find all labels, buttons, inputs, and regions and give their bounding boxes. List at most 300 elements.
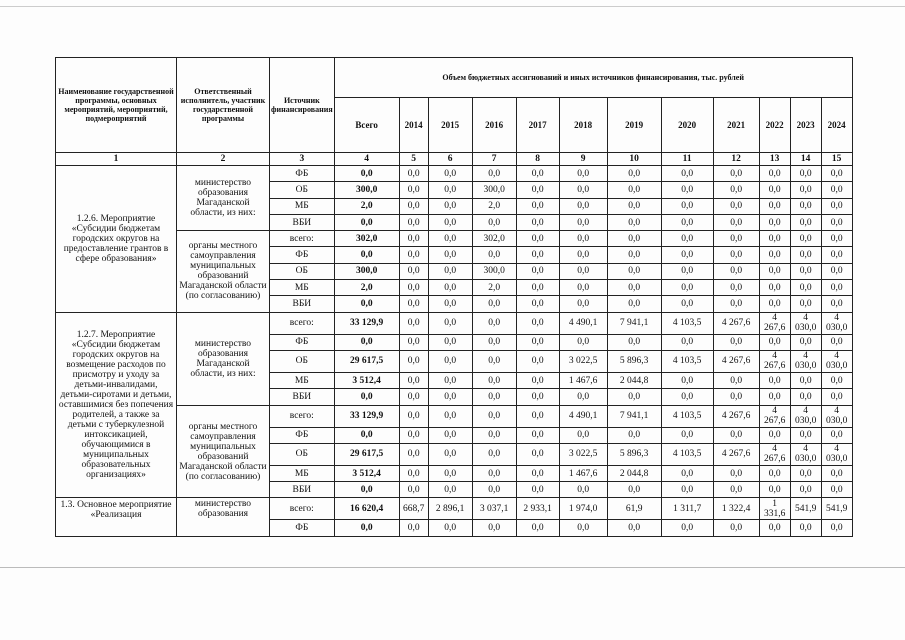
value-cell: 0,0 [759, 214, 790, 230]
column-number: 8 [516, 153, 559, 166]
value-cell: 0,0 [661, 389, 713, 405]
value-cell: 0,0 [399, 465, 428, 481]
header-year: 2023 [790, 98, 821, 153]
value-cell: 0,0 [607, 231, 661, 247]
value-cell: 0,0 [516, 427, 559, 443]
value-cell: 0,0 [559, 334, 607, 350]
total-cell: 2,0 [334, 198, 399, 214]
value-cell: 0,0 [607, 427, 661, 443]
value-cell: 0,0 [472, 296, 516, 312]
value-cell: 4 267,6 [759, 443, 790, 465]
total-cell: 2,0 [334, 280, 399, 296]
value-cell: 0,0 [559, 247, 607, 263]
value-cell: 1 467,6 [559, 372, 607, 388]
value-cell: 0,0 [516, 247, 559, 263]
value-cell: 0,0 [516, 182, 559, 198]
value-cell: 0,0 [759, 263, 790, 279]
value-cell: 4 103,5 [661, 312, 713, 334]
value-cell: 0,0 [516, 312, 559, 334]
value-cell: 0,0 [821, 263, 852, 279]
funding-source: ОБ [270, 182, 335, 198]
total-cell: 0,0 [334, 166, 399, 182]
total-cell: 0,0 [334, 296, 399, 312]
value-cell: 0,0 [516, 166, 559, 182]
header-year: 2022 [759, 98, 790, 153]
funding-source: ФБ [270, 166, 335, 182]
value-cell: 0,0 [472, 312, 516, 334]
value-cell: 0,0 [472, 405, 516, 427]
value-cell: 61,9 [607, 498, 661, 520]
value-cell: 4 030,0 [821, 350, 852, 372]
value-cell: 0,0 [759, 482, 790, 498]
value-cell: 0,0 [516, 263, 559, 279]
value-cell: 0,0 [516, 334, 559, 350]
value-cell: 0,0 [821, 520, 852, 536]
value-cell: 0,0 [428, 280, 472, 296]
value-cell: 0,0 [399, 334, 428, 350]
funding-source: МБ [270, 198, 335, 214]
value-cell: 0,0 [821, 465, 852, 481]
value-cell: 2 044,8 [607, 372, 661, 388]
value-cell: 0,0 [428, 405, 472, 427]
total-cell: 0,0 [334, 334, 399, 350]
value-cell: 4 030,0 [790, 350, 821, 372]
value-cell: 0,0 [713, 520, 759, 536]
value-cell: 0,0 [759, 247, 790, 263]
value-cell: 0,0 [790, 427, 821, 443]
value-cell: 0,0 [790, 247, 821, 263]
value-cell: 0,0 [399, 389, 428, 405]
value-cell: 1 467,6 [559, 465, 607, 481]
column-number: 14 [790, 153, 821, 166]
value-cell: 0,0 [821, 198, 852, 214]
value-cell: 0,0 [790, 465, 821, 481]
value-cell: 0,0 [713, 198, 759, 214]
funding-source: всего: [270, 231, 335, 247]
column-number: 1 [56, 153, 177, 166]
header-year: 2019 [607, 98, 661, 153]
value-cell: 4 103,5 [661, 443, 713, 465]
value-cell: 4 267,6 [759, 312, 790, 334]
value-cell: 0,0 [399, 312, 428, 334]
value-cell: 0,0 [516, 372, 559, 388]
value-cell: 4 490,1 [559, 312, 607, 334]
value-cell: 0,0 [661, 372, 713, 388]
value-cell: 0,0 [472, 389, 516, 405]
value-cell: 0,0 [713, 372, 759, 388]
value-cell: 0,0 [428, 198, 472, 214]
funding-source: ФБ [270, 520, 335, 536]
value-cell: 0,0 [428, 520, 472, 536]
funding-source: ВБИ [270, 482, 335, 498]
value-cell: 0,0 [428, 166, 472, 182]
value-cell: 0,0 [607, 482, 661, 498]
value-cell: 4 267,6 [713, 350, 759, 372]
value-cell: 0,0 [399, 231, 428, 247]
responsible-executor: министерство образования Магаданской области, из них: [177, 312, 270, 405]
value-cell: 0,0 [516, 482, 559, 498]
value-cell: 0,0 [607, 280, 661, 296]
column-number: 5 [399, 153, 428, 166]
value-cell: 0,0 [607, 334, 661, 350]
value-cell: 668,7 [399, 498, 428, 520]
value-cell: 4 030,0 [821, 405, 852, 427]
value-cell: 0,0 [713, 231, 759, 247]
value-cell: 0,0 [472, 443, 516, 465]
value-cell: 2 933,1 [516, 498, 559, 520]
value-cell: 0,0 [759, 280, 790, 296]
value-cell: 0,0 [661, 247, 713, 263]
value-cell: 0,0 [821, 214, 852, 230]
total-cell: 16 620,4 [334, 498, 399, 520]
value-cell: 0,0 [559, 263, 607, 279]
value-cell: 4 030,0 [790, 312, 821, 334]
funding-source: МБ [270, 372, 335, 388]
value-cell: 4 030,0 [821, 312, 852, 334]
header-year: 2016 [472, 98, 516, 153]
value-cell: 0,0 [559, 482, 607, 498]
value-cell: 0,0 [516, 296, 559, 312]
value-cell: 0,0 [713, 334, 759, 350]
value-cell: 0,0 [759, 520, 790, 536]
value-cell: 0,0 [516, 520, 559, 536]
value-cell: 0,0 [428, 231, 472, 247]
value-cell: 0,0 [713, 214, 759, 230]
table-row [56, 166, 853, 182]
value-cell: 0,0 [759, 372, 790, 388]
value-cell: 0,0 [790, 482, 821, 498]
value-cell: 0,0 [661, 334, 713, 350]
funding-source: ВБИ [270, 389, 335, 405]
value-cell: 0,0 [713, 427, 759, 443]
value-cell: 0,0 [821, 280, 852, 296]
column-number: 2 [177, 153, 270, 166]
value-cell: 0,0 [559, 198, 607, 214]
value-cell: 0,0 [559, 296, 607, 312]
value-cell: 0,0 [661, 520, 713, 536]
value-cell: 0,0 [607, 166, 661, 182]
budget-table [55, 57, 853, 537]
column-number: 3 [270, 153, 335, 166]
value-cell: 3 022,5 [559, 350, 607, 372]
value-cell: 0,0 [790, 214, 821, 230]
funding-source: ФБ [270, 334, 335, 350]
value-cell: 0,0 [821, 296, 852, 312]
value-cell: 0,0 [607, 263, 661, 279]
value-cell: 0,0 [713, 247, 759, 263]
value-cell: 4 267,6 [759, 350, 790, 372]
value-cell: 0,0 [472, 247, 516, 263]
value-cell: 3 037,1 [472, 498, 516, 520]
value-cell: 0,0 [713, 280, 759, 296]
funding-source: МБ [270, 280, 335, 296]
funding-source: ВБИ [270, 214, 335, 230]
value-cell: 2 896,1 [428, 498, 472, 520]
responsible-executor: органы местного самоуправления муниципальных образований Магаданской области (по согласованию) [177, 231, 270, 312]
value-cell: 0,0 [399, 296, 428, 312]
value-cell: 0,0 [821, 247, 852, 263]
value-cell: 0,0 [759, 166, 790, 182]
value-cell: 0,0 [607, 214, 661, 230]
header-total: Всего [334, 98, 399, 153]
header-year: 2021 [713, 98, 759, 153]
value-cell: 0,0 [759, 334, 790, 350]
value-cell: 0,0 [759, 231, 790, 247]
value-cell: 0,0 [821, 372, 852, 388]
value-cell: 0,0 [661, 427, 713, 443]
value-cell: 0,0 [559, 520, 607, 536]
table-body [56, 166, 853, 537]
value-cell: 0,0 [821, 231, 852, 247]
value-cell: 0,0 [607, 520, 661, 536]
value-cell: 0,0 [790, 372, 821, 388]
value-cell: 0,0 [428, 465, 472, 481]
responsible-executor: органы местного самоуправления муниципальных образований Магаданской области (по согласованию) [177, 405, 270, 498]
column-number: 4 [334, 153, 399, 166]
value-cell: 0,0 [821, 482, 852, 498]
value-cell: 0,0 [790, 166, 821, 182]
header-year: 2015 [428, 98, 472, 153]
total-cell: 0,0 [334, 214, 399, 230]
value-cell: 0,0 [428, 389, 472, 405]
value-cell: 0,0 [661, 482, 713, 498]
value-cell: 4 030,0 [821, 443, 852, 465]
value-cell: 0,0 [428, 350, 472, 372]
value-cell: 0,0 [428, 182, 472, 198]
value-cell: 4 267,6 [713, 405, 759, 427]
value-cell: 0,0 [821, 182, 852, 198]
value-cell: 0,0 [399, 520, 428, 536]
value-cell: 0,0 [516, 405, 559, 427]
value-cell: 0,0 [759, 427, 790, 443]
value-cell: 1 322,4 [713, 498, 759, 520]
value-cell: 0,0 [790, 520, 821, 536]
value-cell: 0,0 [713, 296, 759, 312]
column-number: 7 [472, 153, 516, 166]
value-cell: 2 044,8 [607, 465, 661, 481]
value-cell: 0,0 [472, 482, 516, 498]
value-cell: 1 331,6 [759, 498, 790, 520]
value-cell: 0,0 [559, 214, 607, 230]
value-cell: 4 103,5 [661, 405, 713, 427]
value-cell: 0,0 [821, 166, 852, 182]
activity-name: 1.2.7. Мероприятие «Субсидии бюджетам городских округов на возмещение расходов по присмотру и уходу за детьми-инвалидами, детьми-сиротами и детьми, оставшимися без попечения родителей, а также за детьми с туберкулезной интоксикацией, обучающимися в муниципальных образовательных организациях» [56, 312, 177, 498]
column-number: 9 [559, 153, 607, 166]
column-number: 6 [428, 153, 472, 166]
value-cell: 0,0 [821, 334, 852, 350]
value-cell: 0,0 [559, 182, 607, 198]
value-cell: 0,0 [516, 443, 559, 465]
value-cell: 0,0 [516, 214, 559, 230]
value-cell: 541,9 [790, 498, 821, 520]
value-cell: 0,0 [661, 198, 713, 214]
total-cell: 29 617,5 [334, 443, 399, 465]
value-cell: 0,0 [399, 166, 428, 182]
value-cell: 0,0 [661, 231, 713, 247]
value-cell: 0,0 [759, 296, 790, 312]
column-number: 11 [661, 153, 713, 166]
value-cell: 0,0 [472, 465, 516, 481]
total-cell: 33 129,9 [334, 405, 399, 427]
column-number-row [56, 153, 853, 166]
header-year: 2020 [661, 98, 713, 153]
value-cell: 0,0 [428, 247, 472, 263]
value-cell: 0,0 [399, 198, 428, 214]
value-cell: 1 311,7 [661, 498, 713, 520]
total-cell: 300,0 [334, 263, 399, 279]
header-year: 2014 [399, 98, 428, 153]
total-cell: 0,0 [334, 247, 399, 263]
value-cell: 0,0 [559, 389, 607, 405]
value-cell: 0,0 [472, 520, 516, 536]
value-cell: 0,0 [661, 214, 713, 230]
funding-source: ОБ [270, 350, 335, 372]
header-year: 2017 [516, 98, 559, 153]
header-year: 2018 [559, 98, 607, 153]
value-cell: 0,0 [759, 465, 790, 481]
responsible-executor: министерство образования Магаданской области, из них: [177, 166, 270, 231]
value-cell: 302,0 [472, 231, 516, 247]
value-cell: 0,0 [399, 280, 428, 296]
value-cell: 0,0 [399, 405, 428, 427]
value-cell: 0,0 [399, 247, 428, 263]
column-number: 15 [821, 153, 852, 166]
value-cell: 0,0 [399, 427, 428, 443]
column-number: 12 [713, 153, 759, 166]
total-cell: 300,0 [334, 182, 399, 198]
funding-source: ФБ [270, 247, 335, 263]
value-cell: 0,0 [661, 465, 713, 481]
value-cell: 0,0 [559, 166, 607, 182]
budget-table-sheet [55, 57, 853, 537]
value-cell: 4 103,5 [661, 350, 713, 372]
header-source: Источник финансирования [270, 58, 335, 153]
value-cell: 0,0 [428, 334, 472, 350]
value-cell: 541,9 [821, 498, 852, 520]
value-cell: 0,0 [428, 482, 472, 498]
activity-name: 1.3. Основное мероприятие «Реализация [56, 498, 177, 536]
value-cell: 0,0 [472, 334, 516, 350]
header-name: Наименование государственной программы, основных мероприятий, мероприятий, подмероприятий [56, 58, 177, 153]
value-cell: 0,0 [516, 280, 559, 296]
funding-source: всего: [270, 405, 335, 427]
total-cell: 0,0 [334, 520, 399, 536]
value-cell: 0,0 [399, 372, 428, 388]
value-cell: 2,0 [472, 198, 516, 214]
column-number: 13 [759, 153, 790, 166]
value-cell: 300,0 [472, 263, 516, 279]
total-cell: 302,0 [334, 231, 399, 247]
value-cell: 0,0 [713, 263, 759, 279]
value-cell: 0,0 [790, 263, 821, 279]
value-cell: 0,0 [661, 296, 713, 312]
value-cell: 0,0 [713, 482, 759, 498]
value-cell: 0,0 [713, 465, 759, 481]
total-cell: 0,0 [334, 389, 399, 405]
value-cell: 0,0 [472, 350, 516, 372]
value-cell: 0,0 [428, 312, 472, 334]
total-cell: 0,0 [334, 427, 399, 443]
value-cell: 0,0 [713, 389, 759, 405]
total-cell: 3 512,4 [334, 465, 399, 481]
value-cell: 7 941,1 [607, 312, 661, 334]
value-cell: 0,0 [472, 427, 516, 443]
value-cell: 300,0 [472, 182, 516, 198]
value-cell: 0,0 [516, 198, 559, 214]
value-cell: 5 896,3 [607, 443, 661, 465]
value-cell: 0,0 [428, 427, 472, 443]
page-bottom-rule [0, 567, 905, 568]
value-cell: 0,0 [428, 296, 472, 312]
value-cell: 0,0 [790, 334, 821, 350]
value-cell: 0,0 [607, 296, 661, 312]
value-cell: 0,0 [790, 182, 821, 198]
value-cell: 0,0 [790, 296, 821, 312]
value-cell: 0,0 [399, 443, 428, 465]
value-cell: 0,0 [516, 389, 559, 405]
value-cell: 0,0 [713, 166, 759, 182]
value-cell: 0,0 [607, 247, 661, 263]
value-cell: 0,0 [661, 166, 713, 182]
funding-source: ФБ [270, 427, 335, 443]
value-cell: 0,0 [661, 280, 713, 296]
value-cell: 0,0 [759, 198, 790, 214]
value-cell: 0,0 [713, 182, 759, 198]
value-cell: 0,0 [399, 350, 428, 372]
value-cell: 0,0 [428, 263, 472, 279]
value-cell: 0,0 [759, 182, 790, 198]
total-cell: 33 129,9 [334, 312, 399, 334]
value-cell: 0,0 [399, 214, 428, 230]
value-cell: 0,0 [472, 166, 516, 182]
value-cell: 5 896,3 [607, 350, 661, 372]
value-cell: 0,0 [399, 182, 428, 198]
value-cell: 0,0 [790, 280, 821, 296]
funding-source: ОБ [270, 443, 335, 465]
value-cell: 1 974,0 [559, 498, 607, 520]
value-cell: 0,0 [759, 389, 790, 405]
value-cell: 0,0 [821, 427, 852, 443]
value-cell: 3 022,5 [559, 443, 607, 465]
value-cell: 0,0 [661, 182, 713, 198]
value-cell: 0,0 [607, 198, 661, 214]
funding-source: ОБ [270, 263, 335, 279]
value-cell: 0,0 [790, 231, 821, 247]
funding-source: ВБИ [270, 296, 335, 312]
value-cell: 0,0 [790, 389, 821, 405]
value-cell: 0,0 [428, 372, 472, 388]
value-cell: 2,0 [472, 280, 516, 296]
funding-source: всего: [270, 312, 335, 334]
table-row [56, 312, 853, 334]
value-cell: 4 030,0 [790, 443, 821, 465]
funding-source: всего: [270, 498, 335, 520]
value-cell: 0,0 [559, 427, 607, 443]
value-cell: 0,0 [472, 372, 516, 388]
value-cell: 0,0 [399, 482, 428, 498]
value-cell: 0,0 [821, 389, 852, 405]
header-year: 2024 [821, 98, 852, 153]
value-cell: 0,0 [428, 214, 472, 230]
value-cell: 4 490,1 [559, 405, 607, 427]
value-cell: 0,0 [472, 214, 516, 230]
value-cell: 7 941,1 [607, 405, 661, 427]
value-cell: 4 267,6 [759, 405, 790, 427]
value-cell: 0,0 [516, 350, 559, 372]
value-cell: 0,0 [607, 182, 661, 198]
value-cell: 0,0 [607, 389, 661, 405]
value-cell: 4 267,6 [713, 312, 759, 334]
